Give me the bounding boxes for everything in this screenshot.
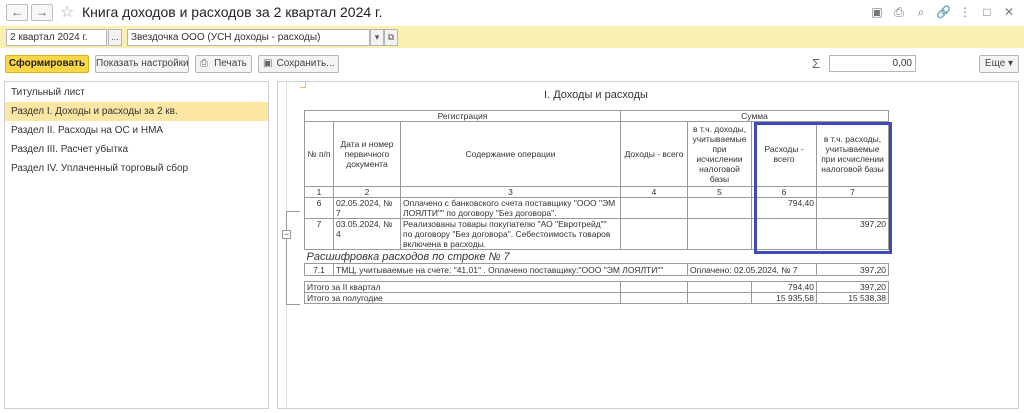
col-number: 7 xyxy=(817,187,889,198)
total-label: Итого за полугодие xyxy=(305,293,621,304)
total-income-tax xyxy=(688,293,752,304)
total-expense-total: 794,40 xyxy=(752,282,817,293)
row-expense-total xyxy=(752,219,817,250)
total-income-total xyxy=(621,293,688,304)
section-item-section-4[interactable]: Раздел IV. Уплаченный торговый сбор xyxy=(11,163,189,174)
breakdown-content: ТМЦ, учитываемые на счете: "41.01" . Оплачено поставщику:"ООО "ЭМ ЛОЯЛТИ"" xyxy=(334,264,688,276)
total-income-total xyxy=(621,282,688,293)
window-title: Книга доходов и расходов за 2 квартал 2024 г. xyxy=(82,4,383,20)
maximize-icon[interactable]: □ xyxy=(983,5,991,19)
group-registration-header: Регистрация xyxy=(305,111,621,122)
more-vertical-icon[interactable]: ⋮ xyxy=(959,5,971,19)
col-number: 6 xyxy=(752,187,817,198)
preview-icon[interactable]: ⌕ xyxy=(917,5,925,19)
row-date: 03.05.2024, № 4 xyxy=(334,219,401,250)
row-content: Реализованы товары покупателю "АО "Евротрейд"" по договору "Без договора". Себестоимость товаров включена в расходы. xyxy=(401,219,621,250)
forward-button[interactable]: → xyxy=(31,4,53,21)
section-item-section-3[interactable]: Раздел III. Расчет убытка xyxy=(11,144,129,155)
row-expense-total: 794,40 xyxy=(752,198,817,219)
report-title: I. Доходы и расходы xyxy=(544,89,648,101)
period-field[interactable]: 2 квартал 2024 г. xyxy=(6,29,107,46)
breakdown-title: Расшифровка расходов по строке № 7 xyxy=(305,250,889,264)
total-expense-tax: 15 538,38 xyxy=(817,293,889,304)
group-sum-header: Сумма xyxy=(621,111,889,122)
totals-row[interactable] xyxy=(305,282,889,293)
total-label: Итого за II квартал xyxy=(305,282,621,293)
totals-row[interactable] xyxy=(305,293,889,304)
back-button[interactable]: ← xyxy=(6,4,28,21)
table-row[interactable] xyxy=(305,219,889,250)
print-icon[interactable]: ⎙ xyxy=(894,5,904,19)
section-item-section-2[interactable]: Раздел II. Расходы на ОС и НМА xyxy=(11,125,164,136)
sections-list xyxy=(4,81,269,409)
more-button[interactable] xyxy=(979,55,1019,73)
save-icon[interactable]: ▣ xyxy=(871,5,883,19)
row-num: 6 xyxy=(305,198,334,219)
period-select-button[interactable]: ... xyxy=(108,29,122,46)
title-bar xyxy=(0,0,1024,24)
filter-bar xyxy=(0,26,1024,48)
col-number: 1 xyxy=(305,187,334,198)
row-income-total xyxy=(621,219,688,250)
show-settings-button[interactable]: Показать настройки xyxy=(95,55,189,73)
col-num-header: № п/п xyxy=(305,122,334,187)
col-expense-total-header: Расходы - всего xyxy=(752,122,817,187)
section-item-section-1[interactable]: Раздел I. Доходы и расходы за 2 кв. xyxy=(5,102,268,121)
sum-field[interactable]: 0,00 xyxy=(829,55,916,72)
breakdown-row[interactable] xyxy=(305,264,889,276)
section-item-title-page[interactable]: Титульный лист xyxy=(11,87,85,98)
row-date: 02.05.2024, № 7 xyxy=(334,198,401,219)
collapse-group-icon[interactable]: − xyxy=(283,229,290,239)
save-label: Сохранить... xyxy=(276,58,335,69)
more-label: Еще xyxy=(984,58,1006,69)
row-income-tax xyxy=(688,198,752,219)
col-income-total-header: Доходы - всего xyxy=(621,122,688,187)
report-table xyxy=(304,110,889,304)
col-content-header: Содержание операции xyxy=(401,122,621,187)
breakdown-value: 397,20 xyxy=(817,264,889,276)
col-number: 5 xyxy=(688,187,752,198)
window-controls xyxy=(870,5,1016,19)
breakdown-paid: Оплачено: 02.05.2024, № 7 xyxy=(688,264,817,276)
col-date-header: Дата и номер первичного документа xyxy=(334,122,401,187)
organization-dropdown-button[interactable]: ▾ xyxy=(370,29,384,46)
row-num: 7 xyxy=(305,219,334,250)
col-number: 3 xyxy=(401,187,621,198)
floppy-icon: ▣ xyxy=(263,58,273,69)
open-organization-button[interactable]: ⧉ xyxy=(384,29,398,46)
col-number: 2 xyxy=(334,187,401,198)
col-number: 4 xyxy=(621,187,688,198)
organization-field[interactable]: Звездочка ООО (УСН доходы - расходы) xyxy=(127,29,370,46)
sigma-icon: Σ xyxy=(812,56,821,71)
breakdown-num: 7.1 xyxy=(305,264,334,276)
table-row[interactable] xyxy=(305,198,889,219)
row-expense-tax: 397,20 xyxy=(817,219,889,250)
row-content: Оплачено с банковского счета поставщику "ООО "ЭМ ЛОЯЛТИ"" по договору "Без договора". xyxy=(401,198,621,219)
chevron-down-icon: ▾ xyxy=(1008,58,1014,69)
print-button[interactable] xyxy=(195,55,252,73)
total-income-tax xyxy=(688,282,752,293)
corner-mark xyxy=(300,82,306,88)
close-icon[interactable]: ✕ xyxy=(1003,5,1015,19)
row-income-tax xyxy=(688,219,752,250)
print-icon: ⎙ xyxy=(200,58,208,69)
generate-button[interactable]: Сформировать xyxy=(5,55,89,73)
link-icon[interactable]: 🔗 xyxy=(936,5,951,19)
save-button[interactable] xyxy=(258,55,339,73)
group-bracket xyxy=(286,211,300,305)
row-expense-tax xyxy=(817,198,889,219)
col-expense-tax-header: в т.ч. расходы, учитываемые при исчислении налоговой базы xyxy=(817,122,889,187)
total-expense-total: 15 935,58 xyxy=(752,293,817,304)
total-expense-tax: 397,20 xyxy=(817,282,889,293)
row-income-total xyxy=(621,198,688,219)
favorite-star-icon[interactable]: ☆ xyxy=(60,4,75,21)
report-area[interactable] xyxy=(277,81,1019,409)
col-income-tax-header: в т.ч. доходы, учитываемые при исчислении налоговой базы xyxy=(688,122,752,187)
print-label: Печать xyxy=(214,58,247,69)
